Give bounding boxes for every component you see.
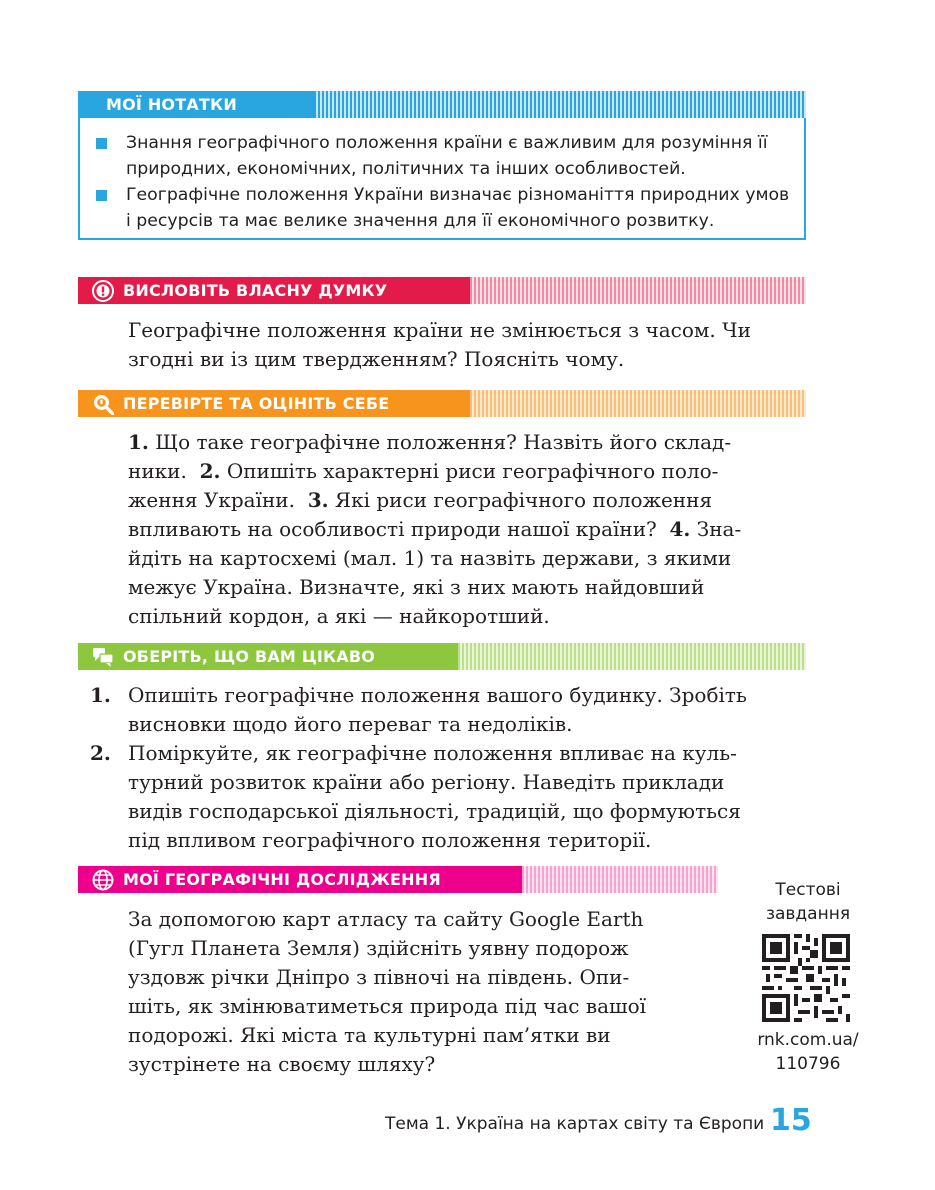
- text-line: зустрінете на своєму шляху?: [128, 1052, 436, 1076]
- text-line: висновки щодо його переваг та недоліків.: [128, 712, 573, 736]
- question-text: Зна-: [690, 517, 742, 541]
- magnifier-icon: [92, 393, 114, 415]
- opinion-text: [128, 316, 751, 374]
- list-number: 2.: [90, 741, 111, 765]
- check-header-stripe: [470, 390, 806, 417]
- text-line: [128, 428, 806, 457]
- qr-url[interactable]: [744, 1028, 872, 1076]
- text-line: Опишіть географічне положення вашого будинку. Зробіть: [128, 683, 747, 707]
- choose-header-stripe: [458, 643, 806, 670]
- qr-url-line: rnk.com.ua/: [757, 1030, 859, 1050]
- note-line: природних, економічних, політичних та інших особливостей.: [126, 159, 686, 179]
- question-text: ження України.: [128, 488, 302, 512]
- text-line: турний розвиток країни або регіону. Наведіть приклади: [128, 770, 725, 794]
- text-line: [128, 486, 806, 515]
- text-line: йдіть на картосхемі (мал. 1) та назвіть держави, з якими: [128, 546, 732, 570]
- notes-header-stripe: [314, 91, 806, 118]
- footer-topic: Тема 1. Україна на картах світу та Європи: [385, 1114, 765, 1134]
- text-line: уздовж річки Дніпро з півночі на південь. Опи-: [128, 965, 630, 989]
- check-questions: [128, 428, 806, 631]
- text-line: подорожі. Які міста та культурні пам’ятки ви: [128, 1023, 611, 1047]
- text-line: під впливом географічного положення території.: [128, 828, 652, 852]
- text-line: Географічне положення країни не змінюється з часом. Чи: [128, 318, 751, 342]
- qr-title-line: Тестові: [775, 880, 841, 900]
- opinion-header-stripe: [470, 277, 806, 304]
- bullet-square-icon: [96, 190, 107, 201]
- text-line: Поміркуйте, як географічне положення впливає на куль-: [128, 741, 737, 765]
- question-number: 3.: [307, 488, 329, 512]
- question-text: ники.: [128, 459, 194, 483]
- exclamation-icon: [92, 280, 114, 302]
- text-line: згодні ви із цим твердженням? Поясніть чому.: [128, 347, 625, 371]
- text-line: [128, 457, 806, 486]
- check-header: [78, 390, 470, 417]
- text-line: межує Україна. Визначте, які з них мають найдовший: [128, 575, 705, 599]
- note-item: [126, 130, 768, 182]
- note-line: Географічне положення України визначає різноманіття природних умов: [126, 185, 790, 205]
- question-number: 2.: [199, 459, 221, 483]
- qr-title: [752, 878, 864, 926]
- qr-url-line: 110796: [775, 1054, 841, 1074]
- question-text: Опишіть характерні риси географічного поло-: [220, 459, 719, 483]
- question-number: 1.: [128, 430, 149, 454]
- text-line: За допомогою карт атласу та сайту Google Earth: [128, 907, 644, 931]
- globe-icon: [92, 869, 114, 891]
- chat-bubbles-icon: [92, 646, 114, 668]
- text-line: спільний кордон, а які — найкоротший.: [128, 604, 550, 628]
- research-text: [128, 905, 646, 1079]
- opinion-title: ВИСЛОВІТЬ ВЛАСНУ ДУМКУ: [123, 281, 388, 300]
- choose-item: [128, 681, 747, 739]
- qr-code-icon[interactable]: [762, 934, 850, 1022]
- check-title: ПЕРЕВІРТЕ ТА ОЦІНІТЬ СЕБЕ: [123, 394, 390, 413]
- research-header-stripe: [522, 866, 718, 893]
- question-number: 4.: [669, 517, 691, 541]
- notes-title: МОЇ НОТАТКИ: [106, 95, 237, 114]
- research-title: МОЇ ГЕОГРАФІЧНІ ДОСЛІДЖЕННЯ: [123, 870, 441, 889]
- note-line: і ресурсів та має велике значення для її економічного розвитку.: [126, 211, 715, 231]
- notes-header: [78, 91, 314, 118]
- choose-header: [78, 643, 458, 670]
- text-line: видів господарської діяльності, традицій, що формуються: [128, 799, 741, 823]
- text-line: [128, 515, 806, 544]
- question-text: Які риси географічного положення: [328, 488, 713, 512]
- text-line: (Гугл Планета Земля) здійсніть уявну подорож: [128, 936, 629, 960]
- choose-title: ОБЕРІТЬ, ЩО ВАМ ЦІКАВО: [123, 647, 376, 666]
- note-item: [126, 182, 789, 234]
- text-line: шіть, як змінюватиметься природа під час вашої: [128, 994, 647, 1018]
- qr-title-line: завдання: [765, 904, 851, 924]
- choose-item: [128, 739, 741, 855]
- note-line: Знання географічного положення країни є важливим для розуміння її: [126, 133, 768, 153]
- bullet-square-icon: [96, 138, 107, 149]
- opinion-header: [78, 277, 470, 304]
- question-text: Що таке географічне положення? Назвіть його склад-: [148, 430, 732, 454]
- page-number: 15: [770, 1103, 812, 1138]
- list-number: 1.: [90, 683, 111, 707]
- research-header: [78, 866, 522, 893]
- question-text: впливають на особливості природи нашої країни?: [128, 517, 664, 541]
